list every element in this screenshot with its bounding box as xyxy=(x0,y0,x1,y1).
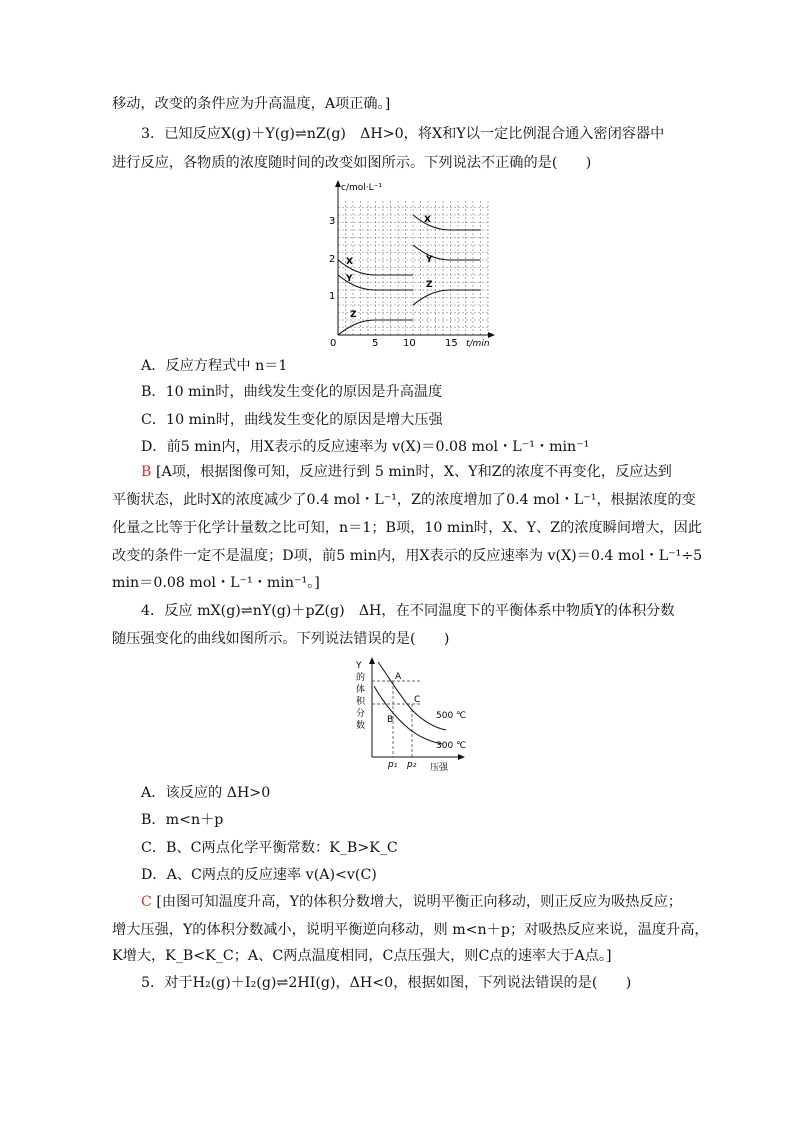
y-label-char: 体 xyxy=(356,685,366,695)
q4-option-a: A．该反应的 ΔH>0 xyxy=(141,785,271,801)
point-c-label: C xyxy=(414,695,421,705)
q4-option-c: C．B、C两点化学平衡常数：K_B>K_C xyxy=(141,840,398,856)
text-line: 移动，改变的条件应为升高温度，A项正确。] xyxy=(112,96,391,112)
q4-answer-line-1 xyxy=(141,892,682,912)
y-label-char: 的 xyxy=(356,673,366,683)
q3-answer-line-3: 化量之比等于化学计量数之比可知，n＝1；B项，10 min时，X、Y、Z的浓度瞬间增大，因此 xyxy=(112,520,702,536)
x-axis-label: 压强 xyxy=(430,763,449,773)
curve-label-500: 500 ℃ xyxy=(436,711,467,721)
y-tick-2: 2 xyxy=(329,254,336,265)
x-mark-p2: p₂ xyxy=(407,760,417,770)
y-label-char: 分 xyxy=(356,709,366,719)
volume-fraction-pressure-chart xyxy=(350,656,470,774)
curve-label-x-after: X xyxy=(424,215,431,225)
q4-answer-letter: C xyxy=(141,894,152,910)
q3-option-d: D．前5 min内，用X表示的反应速率为 v(X)＝0.08 mol・L⁻¹・min⁻¹ xyxy=(141,439,590,455)
curve-label-z-after: Z xyxy=(426,280,433,290)
q3-answer-line-1 xyxy=(141,462,672,482)
question-4-stem-cont: 随压强变化的曲线如图所示。下列说法错误的是( ) xyxy=(112,631,450,647)
concentration-time-chart xyxy=(316,180,498,348)
q3-option-a: A．反应方程式中 n＝1 xyxy=(141,358,288,374)
x-mark-p1: p₁ xyxy=(388,760,398,770)
curve-label-z-before: Z xyxy=(350,310,357,320)
chart-grid xyxy=(338,200,488,335)
q3-answer-line-2: 平衡状态，此时X的浓度减少了0.4 mol・L⁻¹，Z的浓度增加了0.4 mol・L⁻¹，根据浓度的变 xyxy=(112,492,696,508)
y-label-char: 数 xyxy=(356,721,366,731)
q4-answer-line-3: K增大，K_B<K_C；A、C两点温度相同，C点压强大，则C点的速率大于A点。] xyxy=(112,948,612,964)
q3-option-c: C．10 min时，曲线发生变化的原因是增大压强 xyxy=(141,412,443,428)
question-3-stem-cont: 进行反应，各物质的浓度随时间的改变如图所示。下列说法不正确的是( ) xyxy=(112,155,592,171)
q3-answer-letter: B xyxy=(141,464,152,480)
q3-option-b: B．10 min时，曲线发生变化的原因是升高温度 xyxy=(141,384,443,400)
x-axis-arrow xyxy=(488,332,495,338)
x-tick-10: 10 xyxy=(403,338,416,348)
q4-option-d: D．A、C两点的反应速率 v(A)<v(C) xyxy=(141,867,377,883)
point-b-label: B xyxy=(387,715,394,725)
y-axis-label: c/mol·L⁻¹ xyxy=(341,183,382,193)
q4-answer-line-2: 增大压强，Y的体积分数减小，说明平衡逆向移动，则 m<n＋p；对吸热反应来说，温度升高， xyxy=(112,922,709,938)
y-label-char: Y xyxy=(356,661,362,671)
origin-label: 0 xyxy=(330,338,337,348)
q4-answer-text: [由图可知温度升高，Y的体积分数增大，说明平衡正向移动，则正反应为吸热反应； xyxy=(156,894,683,910)
curve-label-300: 300 ℃ xyxy=(436,741,467,751)
curve-label-x-before: X xyxy=(346,257,353,267)
y-axis-arrow xyxy=(369,657,375,664)
q3-answer-line-4: 改变的条件一定不是温度；D项，前5 min内，用X表示的反应速率为 v(X)＝0.4 mol・L⁻¹÷5 xyxy=(112,548,703,564)
curve-300c xyxy=(374,686,442,744)
question-4-stem: 4．反应 mX(g)⇌nY(g)＋pZ(g) ΔH，在不同温度下的平衡体系中物质Y的体积分数 xyxy=(141,603,675,619)
y-label-char: 积 xyxy=(356,697,366,707)
x-tick-5: 5 xyxy=(372,338,379,348)
curve-label-y-before: Y xyxy=(346,274,353,284)
q3-answer-line-5: min＝0.08 mol・L⁻¹・min⁻¹。] xyxy=(112,575,320,591)
q4-option-b: B．m<n＋p xyxy=(141,812,224,828)
point-a-label: A xyxy=(395,672,402,682)
y-tick-3: 3 xyxy=(329,216,336,227)
x-axis-label: t/min xyxy=(466,339,490,348)
question-5-stem: 5．对于H₂(g)＋I₂(g)⇌2HI(g)，ΔH<0，根据如图，下列说法错误的是( ) xyxy=(141,975,632,991)
x-axis-arrow xyxy=(458,754,465,760)
q3-answer-text: [A项，根据图像可知，反应进行到 5 min时，X、Y和Z的浓度不再变化，反应达到 xyxy=(155,464,672,480)
curve-label-y-after: Y xyxy=(426,255,433,265)
y-tick-1: 1 xyxy=(329,291,336,302)
question-3-stem: 3．已知反应X(g)＋Y(g)⇌nZ(g) ΔH>0，将X和Y以一定比例混合通入密闭容器中 xyxy=(141,126,665,142)
x-tick-15: 15 xyxy=(445,338,458,348)
